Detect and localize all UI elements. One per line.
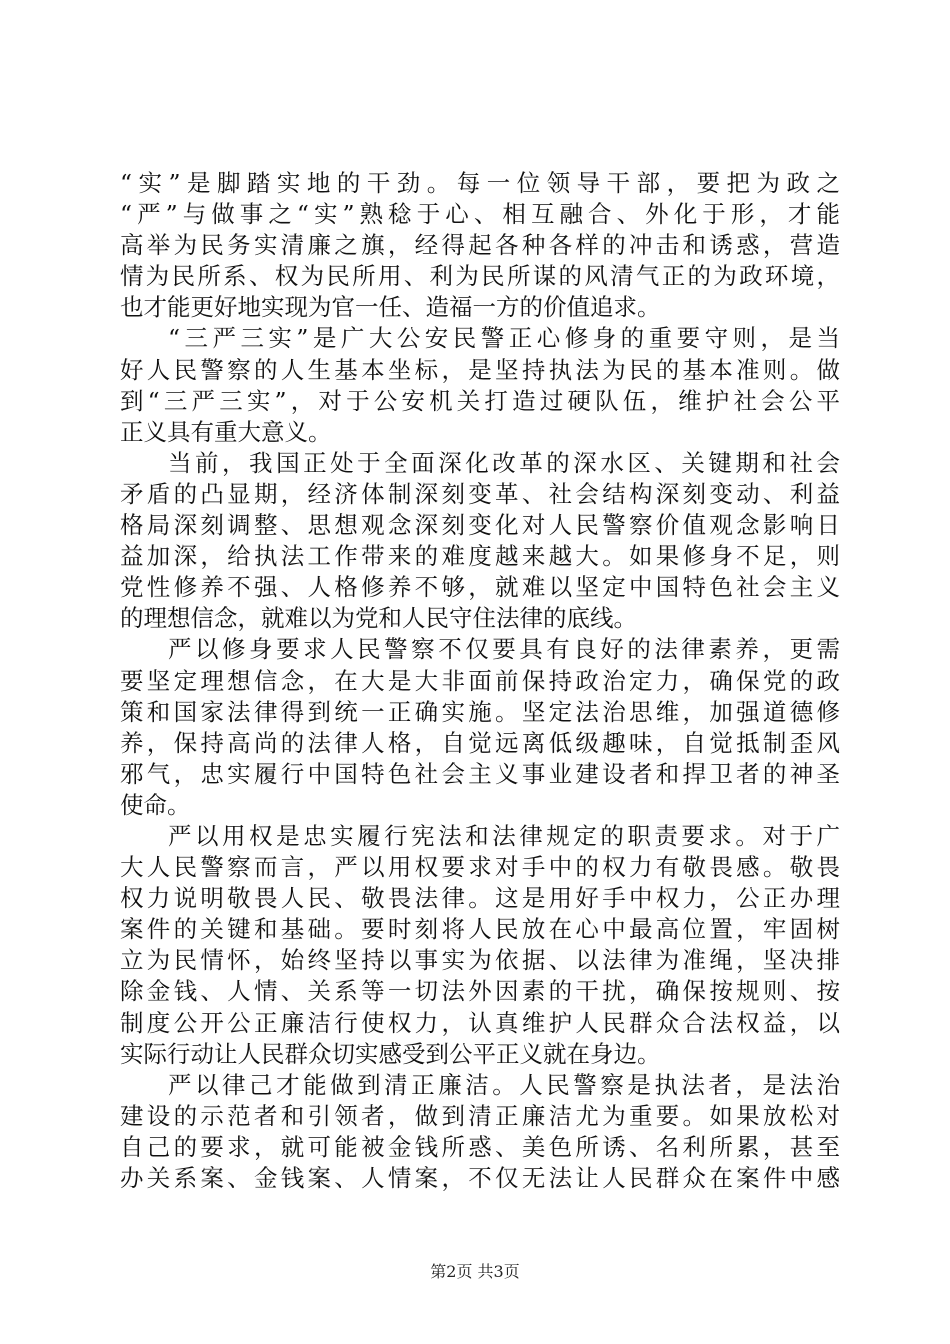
text-line: 当前，我国正处于全面深化改革的深水区、关键期和社会 xyxy=(168,448,840,477)
paragraph-2 xyxy=(120,323,840,447)
text-line: 养，保持高尚的法律人格，自觉远离低级趣味，自觉抵制歪风 xyxy=(120,728,840,757)
text-line: 权力说明敬畏人民、敬畏法律。这是用好手中权力，公正办理 xyxy=(120,884,840,913)
text-line: 严以修身要求人民警察不仅要具有良好的法律素养，更需 xyxy=(168,635,840,664)
text-line: 也才能更好地实现为官一任、造福一方的价值追求。 xyxy=(120,293,661,322)
text-line: 党性修养不强、人格修养不够，就难以坚定中国特色社会主义 xyxy=(120,573,840,602)
paragraph-4 xyxy=(120,634,840,821)
text-line: 到“三严三实”，对于公安机关打造过硬队伍，维护社会公平 xyxy=(120,386,840,415)
text-line: 大人民警察而言，严以用权要求对手中的权力有敬畏感。敬畏 xyxy=(120,853,840,882)
text-line: 格局深刻调整、思想观念深刻变化对人民警察价值观念影响日 xyxy=(120,511,840,540)
page-number-label: 第2页 共3页 xyxy=(430,1262,520,1281)
text-line: 的理想信念，就难以为党和人民守住法律的底线。 xyxy=(120,604,637,633)
text-line: 邪气，忠实履行中国特色社会主义事业建设者和捍卫者的神圣 xyxy=(120,759,840,788)
paragraph-3 xyxy=(120,448,840,635)
text-line: 自己的要求，就可能被金钱所惑、美色所诱、名利所累，甚至 xyxy=(120,1132,840,1161)
text-line: 严以用权是忠实履行宪法和法律规定的职责要求。对于广 xyxy=(168,821,840,850)
text-line: 严以律己才能做到清正廉洁。人民警察是执法者，是法治 xyxy=(168,1070,840,1099)
text-line: 除金钱、人情、关系等一切法外因素的干扰，确保按规则、按 xyxy=(120,977,840,1006)
text-line: 好人民警察的人生基本坐标，是坚持执法为民的基本准则。做 xyxy=(120,355,840,384)
text-line: 益加深，给执法工作带来的难度越来越大。如果修身不足，则 xyxy=(120,542,840,571)
body-text xyxy=(120,168,840,1194)
paragraph-5 xyxy=(120,821,840,1070)
text-line: 建设的示范者和引领者，做到清正廉洁尤为重要。如果放松对 xyxy=(120,1101,840,1130)
text-line: 立为民情怀，始终坚持以事实为依据、以法律为准绳，坚决排 xyxy=(120,946,840,975)
text-line: 办关系案、金钱案、人情案，不仅无法让人民群众在案件中感 xyxy=(120,1164,840,1192)
paragraph-6 xyxy=(120,1070,840,1194)
text-line: “实”是脚踏实地的干劲。每一位领导干部，要把为政之 xyxy=(120,169,840,197)
text-line: 情为民所系、权为民所用、利为民所谋的风清气正的为政环境， xyxy=(120,262,840,291)
text-line: 高举为民务实清廉之旗，经得起各种各样的冲击和诱惑，营造 xyxy=(120,231,840,260)
text-line: “三严三实”是广大公安民警正心修身的重要守则，是当 xyxy=(168,324,840,353)
text-line: 矛盾的凸显期，经济体制深刻变革、社会结构深刻变动、利益 xyxy=(120,479,840,508)
text-line: 制度公开公正廉洁行使权力，认真维护人民群众合法权益，以 xyxy=(120,1008,840,1037)
text-line: 策和国家法律得到统一正确实施。坚定法治思维，加强道德修 xyxy=(120,697,840,726)
text-line: 使命。 xyxy=(120,790,191,819)
text-line: 正义具有重大意义。 xyxy=(120,417,332,446)
text-line: “严”与做事之“实”熟稔于心、相互融合、外化于形，才能 xyxy=(120,200,840,229)
paragraph-1 xyxy=(120,168,840,323)
text-line: 要坚定理想信念，在大是大非面前保持政治定力，确保党的政 xyxy=(120,666,840,695)
text-line: 案件的关键和基础。要时刻将人民放在心中最高位置，牢固树 xyxy=(120,915,840,944)
page-footer xyxy=(0,1262,950,1282)
text-line: 实际行动让人民群众切实感受到公平正义就在身边。 xyxy=(120,1039,661,1068)
